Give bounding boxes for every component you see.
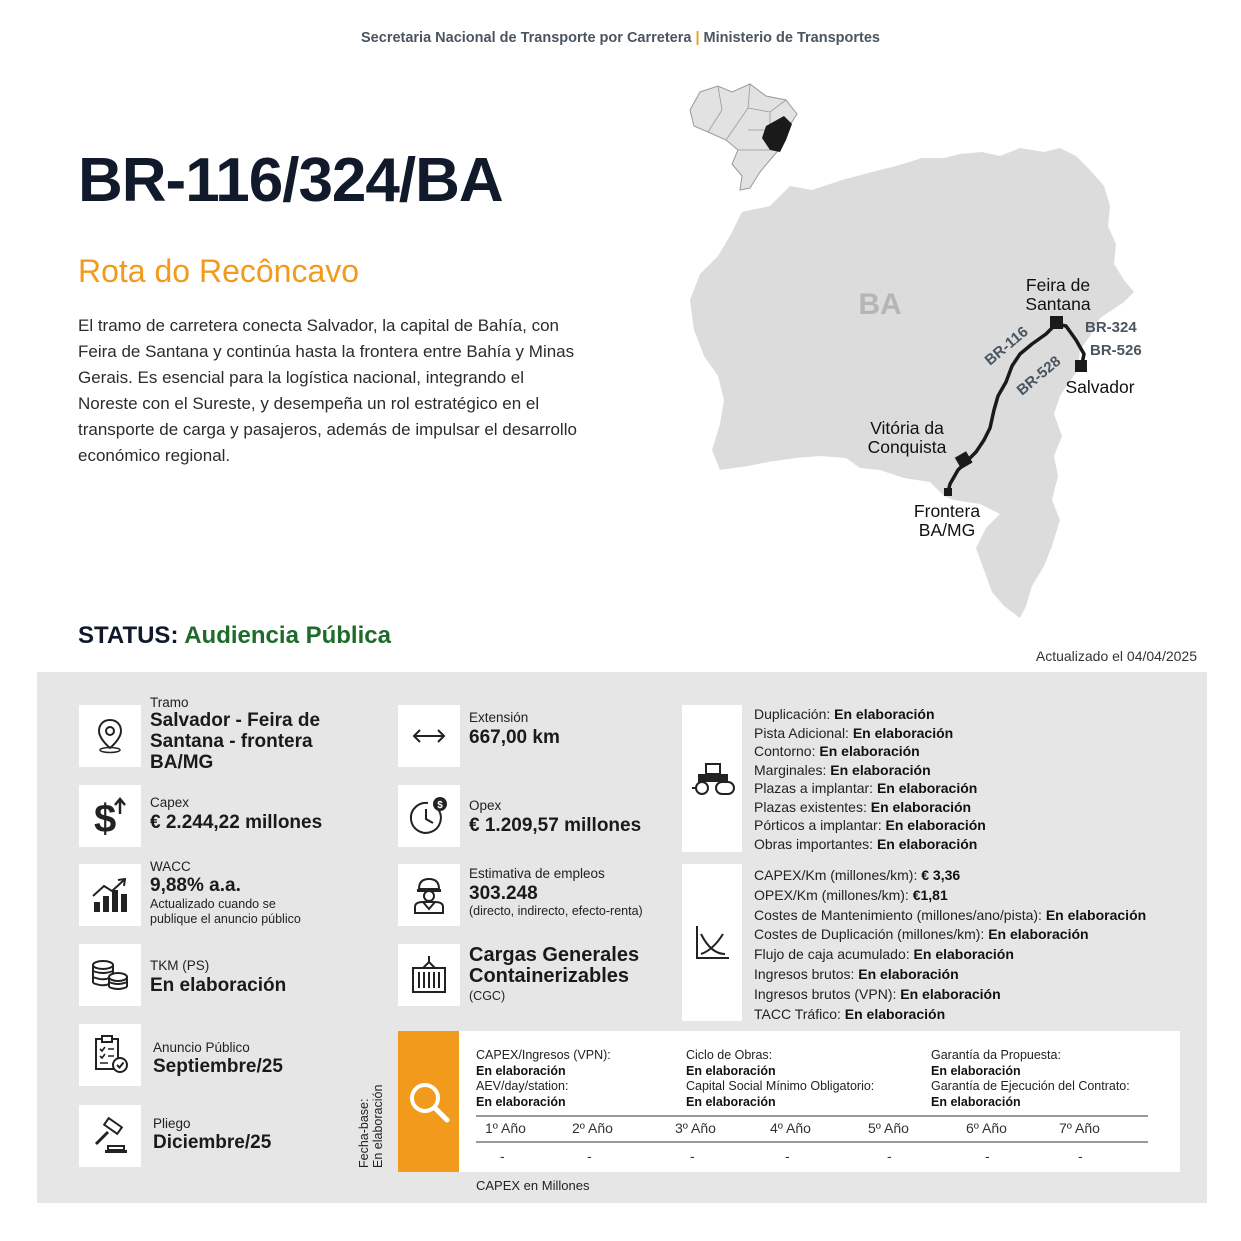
empleos-card xyxy=(469,866,643,919)
indicador-item: CAPEX/Km (millones/km): € 3,36 xyxy=(754,867,961,883)
year-value: - xyxy=(887,1148,892,1164)
gavel-icon xyxy=(90,1116,130,1156)
double-arrow-icon xyxy=(411,728,447,744)
header-separator: | xyxy=(695,30,700,46)
obras-item: Plazas existentes: En elaboración xyxy=(754,798,972,815)
obras-item: Contorno: En elaboración xyxy=(754,743,920,759)
city-feira-l2: Santana xyxy=(1025,294,1091,314)
year-header: 4º Año xyxy=(770,1120,811,1136)
city-feira xyxy=(1010,276,1106,314)
indicador-item: Costes de Duplicación (millones/km): En elaboración xyxy=(754,926,1089,943)
cargas-card xyxy=(469,945,639,1004)
empleos-icon-box xyxy=(398,864,460,926)
year-header: 3º Año xyxy=(675,1120,716,1136)
tramo-card xyxy=(150,695,320,773)
opex-card xyxy=(469,798,641,836)
dollar-up-icon xyxy=(90,794,130,838)
anuncio-card xyxy=(153,1040,283,1077)
tkm-value: En elaboración xyxy=(150,975,287,996)
extension-label: Extensión xyxy=(469,710,529,725)
tkm-card xyxy=(150,958,286,996)
state-label: BA xyxy=(858,288,902,321)
indicadores-list xyxy=(754,866,1146,1024)
capex-unit-label: CAPEX en Millones xyxy=(476,1178,590,1193)
wacc-label: WACC xyxy=(150,859,191,874)
wacc-note-l2: publique el anuncio público xyxy=(150,912,301,926)
wacc-card xyxy=(150,859,301,927)
graph-axes-icon xyxy=(693,924,731,962)
city-salvador: Salvador xyxy=(1065,377,1135,397)
pliego-card xyxy=(153,1116,271,1153)
year-header: 6º Año xyxy=(966,1120,1007,1136)
tramo-value-l3: BA/MG xyxy=(150,752,214,773)
obras-item: Obras importantes: En elaboración xyxy=(754,835,978,852)
search-icon-box xyxy=(398,1031,459,1172)
city-vitoria xyxy=(854,419,960,457)
wacc-icon-box xyxy=(79,864,141,926)
capex-card xyxy=(150,795,322,833)
year-value: - xyxy=(1078,1148,1083,1164)
location-pin-icon xyxy=(95,718,125,754)
city-frontera xyxy=(900,502,994,540)
feira-marker xyxy=(1050,316,1063,329)
pliego-value: Diciembre/25 xyxy=(153,1132,272,1153)
tramo-icon-box xyxy=(79,705,141,767)
year-value: - xyxy=(785,1148,790,1164)
indicador-item: OPEX/Km (millones/km): €1,81 xyxy=(754,886,948,903)
tramo-value-l1: Salvador - Feira de xyxy=(150,710,321,731)
year-value: - xyxy=(500,1148,505,1164)
wacc-value: 9,88% a.a. xyxy=(150,875,241,896)
obras-item: Pórticos a implantar: En elaboración xyxy=(754,817,986,833)
road-roller-icon xyxy=(688,762,736,796)
opex-value: € 1.209,57 millones xyxy=(469,815,642,836)
city-vitoria-l1: Vitória da xyxy=(870,418,944,438)
tkm-label: TKM (PS) xyxy=(150,958,210,973)
opex-label: Opex xyxy=(469,798,502,813)
empleos-label: Estimativa de empleos xyxy=(469,866,605,881)
empleos-note: (directo, indirecto, efecto-renta) xyxy=(469,904,643,918)
clock-dollar-icon xyxy=(408,795,450,837)
svg-text:$: $ xyxy=(437,800,443,811)
extension-icon-box xyxy=(398,705,460,767)
year-header: 1º Año xyxy=(485,1120,526,1136)
year-header: 7º Año xyxy=(1059,1120,1100,1136)
obras-list xyxy=(754,705,986,853)
pliego-label: Pliego xyxy=(153,1116,191,1131)
status-badge: Audiencia Pública xyxy=(184,622,391,649)
worker-helmet-icon xyxy=(411,875,447,915)
anuncio-icon-box xyxy=(79,1024,141,1086)
obras-item: Duplicación: En elaboración xyxy=(754,706,935,722)
coins-stack-icon xyxy=(89,957,131,993)
fecha-base-label: Fecha-base: En elaboración xyxy=(357,1084,385,1168)
obras-item: Plazas a implantar: En elaboración xyxy=(754,780,978,796)
city-frontera-l1: Frontera xyxy=(913,501,981,521)
obras-icon-box xyxy=(682,705,742,852)
anuncio-label: Anuncio Público xyxy=(153,1040,250,1055)
cargas-note: (CGC) xyxy=(469,989,506,1003)
org-name: Secretaria Nacional de Transporte por Carretera xyxy=(361,30,692,46)
table-mid-line xyxy=(476,1141,1148,1143)
checklist-document-icon xyxy=(90,1035,130,1075)
road-label-br116: BR-116 xyxy=(981,323,1032,370)
capex-icon-box xyxy=(79,785,141,847)
cargas-value-l1: Cargas Generales xyxy=(469,944,640,966)
financial-col-3: Garantía da Propuesta: En elaboración Garantía de Ejecución del Contrato: En elaboración xyxy=(931,1048,1130,1109)
obras-item: Pista Adicional: En elaboración xyxy=(754,724,954,741)
wacc-note-l1: Actualizado cuando se xyxy=(150,897,276,911)
empleos-value: 303.248 xyxy=(469,883,538,904)
capex-value: € 2.244,22 millones xyxy=(150,812,323,833)
container-crane-icon xyxy=(409,954,449,996)
svg-text:$: $ xyxy=(94,797,117,838)
search-icon xyxy=(407,1080,451,1124)
indicador-item: Costes de Mantenimiento (millones/ano/pista): En elaboración xyxy=(754,906,1147,923)
financial-col-2: Ciclo de Obras: En elaboración Capital Social Mínimo Obligatorio: En elaboración xyxy=(686,1048,875,1109)
status-label: STATUS: xyxy=(78,622,179,649)
road-label-br324: BR-324 xyxy=(1085,319,1137,336)
road-label-br528: BR-528 xyxy=(1013,352,1065,400)
year-value: - xyxy=(985,1148,990,1164)
capex-label: Capex xyxy=(150,795,190,810)
year-header: 2º Año xyxy=(572,1120,613,1136)
obras-item: Marginales: En elaboración xyxy=(754,761,931,778)
city-vitoria-l2: Conquista xyxy=(867,437,947,457)
year-header: 5º Año xyxy=(868,1120,909,1136)
year-value: - xyxy=(587,1148,592,1164)
indicador-item: Ingresos brutos (VPN): En elaboración xyxy=(754,985,1001,1002)
extension-value: 667,00 km xyxy=(469,727,560,748)
description: El tramo de carretera conecta Salvador, la capital de Bahía, con Feira de Santana y continúa hasta la frontera entre Bahía y Minas Gerais. Es esencial para la logística nacional, integrando el Noreste con el Sureste, y desempeña un rol estratégico en el transporte de carga y pasajeros, además de impulsar el desarrollo económico regional. xyxy=(78,316,577,465)
city-frontera-l2: BA/MG xyxy=(918,520,976,540)
financial-col-1: CAPEX/Ingresos (VPN): En elaboración AEV/day/station: En elaboración xyxy=(476,1048,611,1109)
frontera-marker xyxy=(944,488,952,496)
year-value: - xyxy=(690,1148,695,1164)
indicadores-icon-box xyxy=(682,864,742,1021)
updated-date: Actualizado el 04/04/2025 xyxy=(1035,648,1197,664)
cargas-icon-box xyxy=(398,944,460,1006)
extension-card xyxy=(469,710,560,748)
financial-block xyxy=(398,1031,1180,1172)
cargas-value-l2: Containerizables xyxy=(469,965,630,987)
page-subtitle: Rota do Recôncavo xyxy=(78,253,360,289)
opex-icon-box xyxy=(398,785,460,847)
status-line xyxy=(78,622,391,650)
tramo-label: Tramo xyxy=(150,695,189,710)
road-label-br526: BR-526 xyxy=(1090,342,1142,359)
tramo-value-l2: Santana - frontera xyxy=(150,731,313,752)
indicador-item: Flujo de caja acumulado: En elaboración xyxy=(754,946,1014,963)
table-top-line xyxy=(476,1115,1148,1117)
indicador-item: Ingresos brutos: En elaboración xyxy=(754,965,959,982)
salvador-marker xyxy=(1075,360,1087,372)
pliego-icon-box xyxy=(79,1105,141,1167)
tkm-icon-box xyxy=(79,944,141,1006)
bar-chart-growth-icon xyxy=(90,876,130,914)
indicador-item: TACC Tráfico: En elaboración xyxy=(754,1005,946,1022)
ministry-name: Ministerio de Transportes xyxy=(703,30,880,46)
page-title: BR-116/324/BA xyxy=(78,146,503,215)
city-feira-l1: Feira de xyxy=(1025,275,1091,295)
anuncio-value: Septiembre/25 xyxy=(153,1056,283,1077)
